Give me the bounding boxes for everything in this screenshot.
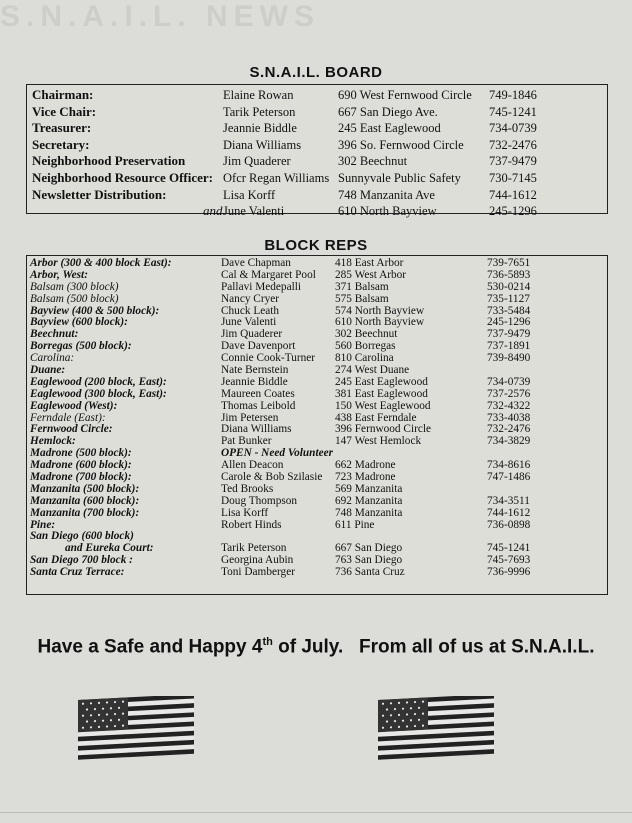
address: Sunnyvale Public Safety <box>338 170 461 185</box>
address: 245 East Eaglewood <box>335 375 428 388</box>
rep-row <box>27 282 607 294</box>
address: 245 East Eaglewood <box>338 121 441 136</box>
address: 147 West Hemlock <box>335 435 422 448</box>
role: Secretary: <box>32 136 90 152</box>
address: 662 Madrone <box>335 459 396 472</box>
name: Jim Quaderer <box>223 154 291 169</box>
area: Borregas (500 block): <box>30 340 132 353</box>
area: Fernwood Circle: <box>30 423 113 436</box>
address: 690 West Fernwood Circle <box>338 88 472 102</box>
phone: 732-2476 <box>487 423 531 436</box>
phone: 530-0214 <box>487 280 531 293</box>
address: 810 Carolina <box>335 352 394 365</box>
area: Ferndale (East): <box>30 411 106 424</box>
name: Connie Cook-Turner <box>221 352 316 365</box>
role: Vice Chair: <box>32 103 97 119</box>
phone: 734-0739 <box>489 121 537 136</box>
board-row <box>27 137 607 154</box>
bleed-through-masthead: S.N.A.I.L. NEWS <box>0 0 321 33</box>
area: Pine: <box>30 518 56 531</box>
area: Carolina: <box>30 352 75 365</box>
address: 763 San Diego <box>335 554 403 567</box>
name: Ofcr Regan Williams <box>223 170 330 185</box>
phone: 733-4038 <box>487 411 531 424</box>
address: 560 Borregas <box>335 340 396 353</box>
address: 285 West Arbor <box>335 268 407 281</box>
area: Hemlock: <box>30 435 76 448</box>
phone: 739-8490 <box>487 352 531 365</box>
name: Tarik Peterson <box>223 104 296 119</box>
address: 569 Manzanita <box>335 482 403 495</box>
name: Thomas Leibold <box>221 399 296 412</box>
name: Robert Hinds <box>221 518 282 531</box>
name: Dave Chapman <box>221 257 291 269</box>
board-table <box>26 84 608 219</box>
phone: 732-4322 <box>487 399 531 412</box>
area: and Eureka Court: <box>65 542 154 555</box>
address: 574 North Bayview <box>335 304 425 317</box>
phone: 245-1296 <box>487 316 531 329</box>
area: Eaglewood (West): <box>30 399 118 412</box>
area: Bayview (600 block): <box>30 316 128 329</box>
name: Nate Bernstein <box>221 364 289 377</box>
address: 748 Manzanita <box>335 506 403 519</box>
name: Jim Quaderer <box>221 328 283 341</box>
closing-before: Have a Safe and Happy 4 <box>37 636 263 658</box>
area: Bayview (400 & 500 block): <box>30 304 160 317</box>
phone: 734-3829 <box>487 435 531 448</box>
role: Neighborhood Resource Officer: <box>32 169 214 185</box>
area: Manzanita (500 block): <box>30 482 140 495</box>
name: Jim Petersen <box>221 411 279 424</box>
board-row <box>27 203 607 220</box>
address: 150 West Eaglewood <box>335 399 431 412</box>
address: 667 San Diego Ave. <box>338 104 438 119</box>
role: Chairman: <box>32 87 94 102</box>
closing-after: of July. From all of us at S.N.A.I.L. <box>272 636 595 658</box>
name: Cal & Margaret Pool <box>221 268 316 281</box>
phone: 747-1486 <box>487 471 531 484</box>
address: 610 North Bayview <box>338 204 437 219</box>
board-row <box>27 87 607 104</box>
role: and <box>203 203 223 219</box>
address: 723 Madrone <box>335 471 396 484</box>
area: Eaglewood (300 block, East): <box>30 387 167 400</box>
area: Balsam (300 block) <box>30 280 119 293</box>
rep-row <box>27 353 607 365</box>
phone: 734-3511 <box>487 494 530 507</box>
area: Beechnut: <box>30 328 79 341</box>
address: 274 West Duane <box>335 364 410 377</box>
phone: 737-1891 <box>487 340 531 353</box>
phone: 736-5893 <box>487 268 531 281</box>
phone: 730-7145 <box>489 170 537 185</box>
phone: 744-1612 <box>487 506 531 519</box>
name: Tarik Peterson <box>221 542 287 555</box>
address: 575 Balsam <box>335 292 389 305</box>
board-row <box>27 170 607 187</box>
name: Dave Davenport <box>221 340 296 353</box>
address: 396 Fernwood Circle <box>335 423 432 436</box>
area: Madrone (600 block): <box>30 459 132 472</box>
area: San Diego 700 block : <box>30 554 133 567</box>
rep-row <box>27 567 607 579</box>
rep-row <box>27 294 607 306</box>
board-row <box>27 120 607 137</box>
phone: 734-0739 <box>487 375 531 388</box>
phone: 749-1846 <box>489 88 537 102</box>
area: Arbor (300 & 400 block East): <box>30 257 172 269</box>
phone: 737-2576 <box>487 387 531 400</box>
name: Elaine Rowan <box>223 88 294 102</box>
area: Madrone (700 block): <box>30 471 132 484</box>
name: Diana Williams <box>223 137 302 152</box>
area: Duane: <box>30 364 66 377</box>
area: Manzanita (600 block): <box>30 494 140 507</box>
board-row <box>27 153 607 170</box>
rep-row <box>27 270 607 282</box>
name: Carole & Bob Szilasie <box>221 471 323 484</box>
block-reps-table <box>26 255 608 595</box>
address: 396 So. Fernwood Circle <box>338 137 464 152</box>
area: Madrone (500 block): <box>30 447 132 460</box>
name: Pat Bunker <box>221 435 272 448</box>
area: Balsam (500 block) <box>30 292 119 305</box>
name: Ted Brooks <box>221 482 274 495</box>
rep-row <box>27 496 607 508</box>
address: 748 Manzanita Ave <box>338 187 435 202</box>
name: Allen Deacon <box>221 459 284 472</box>
address: 302 Beechnut <box>335 328 398 341</box>
address: 611 Pine <box>335 518 375 531</box>
phone: 745-7693 <box>487 554 531 567</box>
role: Treasurer: <box>32 120 92 136</box>
area: Eaglewood (200 block, East): <box>30 375 167 388</box>
rep-row <box>27 377 607 389</box>
block-reps-title: BLOCK REPS <box>264 237 368 254</box>
phone: 737-9479 <box>487 328 531 341</box>
area: Arbor, West: <box>30 268 88 281</box>
name: Maureen Coates <box>221 387 295 400</box>
name: Pallavi Medepalli <box>221 280 301 293</box>
phone: 737-9479 <box>489 154 537 169</box>
address: 736 Santa Cruz <box>335 566 405 579</box>
phone: 736-0898 <box>487 518 531 531</box>
area: Santa Cruz Terrace: <box>30 566 125 579</box>
address: 302 Beechnut <box>338 154 408 169</box>
rep-row <box>27 401 607 413</box>
page-bottom-rule <box>0 812 632 813</box>
us-flag-icon <box>78 696 196 762</box>
area: San Diego (600 block) <box>30 530 134 543</box>
address: 371 Balsam <box>335 280 389 293</box>
phone: 732-2476 <box>489 137 537 152</box>
address: 418 East Arbor <box>335 257 404 269</box>
closing-superscript: th <box>262 636 273 648</box>
phone: 735-1127 <box>487 292 530 305</box>
phone: 734-8616 <box>487 459 531 472</box>
phone: 245-1296 <box>489 204 537 219</box>
rep-row <box>27 389 607 401</box>
phone: 744-1612 <box>489 187 537 202</box>
phone: 745-1241 <box>487 542 531 555</box>
phone: 736-9996 <box>487 566 531 579</box>
name: Diana Williams <box>221 423 292 436</box>
address: 610 North Bayview <box>335 316 425 329</box>
name: Toni Damberger <box>221 566 295 579</box>
address: 692 Manzanita <box>335 494 403 507</box>
closing-message <box>0 636 632 658</box>
name: Lisa Korff <box>223 187 276 202</box>
name: Doug Thompson <box>221 494 298 507</box>
board-title: S.N.A.I.L. BOARD <box>249 64 383 81</box>
name: Chuck Leath <box>221 304 280 317</box>
address: 667 San Diego <box>335 542 403 555</box>
role: Newsletter Distribution: <box>32 186 167 202</box>
us-flag-icon <box>378 696 496 762</box>
address: 381 East Eaglewood <box>335 387 428 400</box>
address: 438 East Ferndale <box>335 411 417 424</box>
name: Jeannie Biddle <box>223 121 297 136</box>
name: Jeannie Biddle <box>221 375 288 388</box>
role: Neighborhood Preservation <box>32 153 186 169</box>
phone: 745-1241 <box>489 104 537 119</box>
area: Manzanita (700 block): <box>30 506 140 519</box>
name: Nancy Cryer <box>221 292 280 305</box>
phone: 733-5484 <box>487 304 531 317</box>
name: Georgina Aubin <box>221 554 294 567</box>
name: Lisa Korff <box>221 506 269 519</box>
phone: 739-7651 <box>487 257 531 269</box>
rep-row <box>27 508 607 520</box>
board-row <box>27 187 607 204</box>
name: June Valenti <box>223 204 285 219</box>
board-row <box>27 104 607 121</box>
name: June Valenti <box>221 316 277 329</box>
volunteer-needed: OPEN - Need Volunteer <box>221 447 334 460</box>
